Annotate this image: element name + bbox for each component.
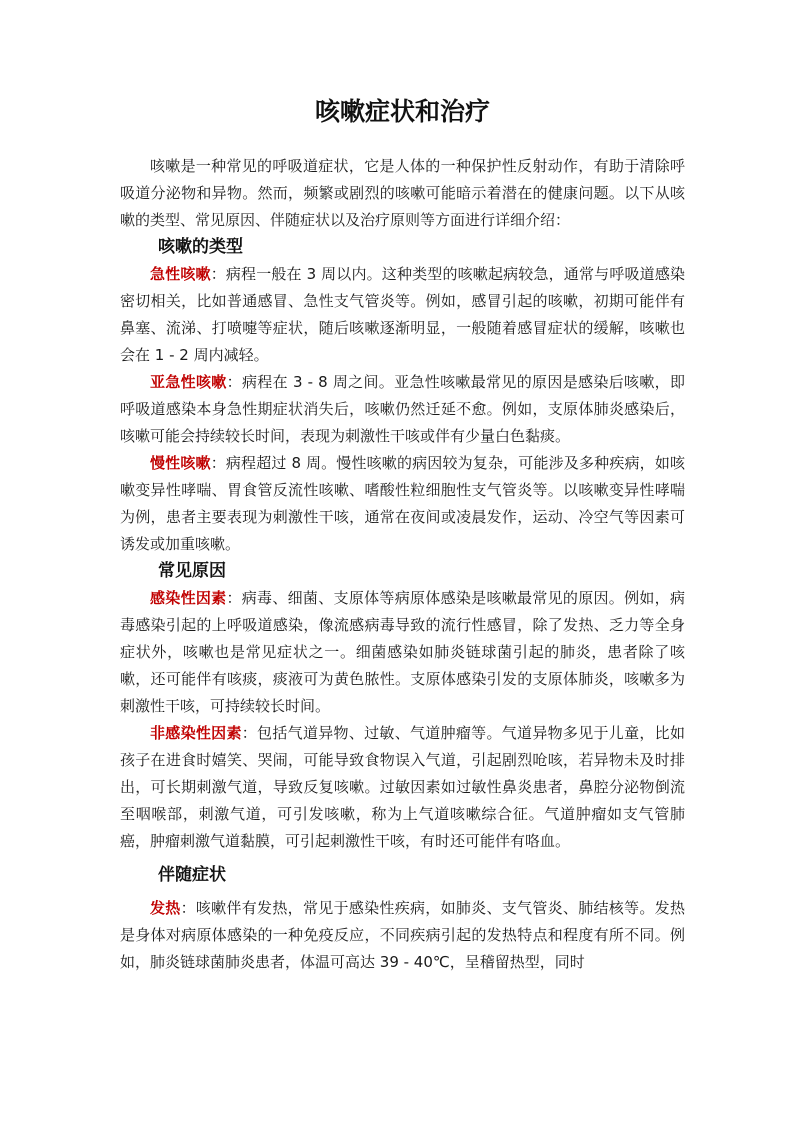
paragraph-chronic-cough (120, 450, 685, 558)
section-heading-cough-types: 咳嗽的类型 (158, 237, 243, 257)
text-subacute-cough: ：病程在 3 - 8 周之间。亚急性咳嗽最常见的原因是感染后咳嗽，即呼吸道感染本身急性期症状消失后，咳嗽仍然迁延不愈。例如，支原体肺炎感染后，咳嗽可能会持续较长时间，表现为刺激性干咳或伴有少量白色黏痰。 (120, 373, 685, 445)
paragraph-subacute-cough (120, 369, 685, 450)
paragraph-fever (120, 895, 685, 976)
term-chronic-cough: 慢性咳嗽 (150, 454, 211, 472)
text-noninfectious-factors: ：包括气道异物、过敏、气道肿瘤等。气道异物多见于儿童，比如孩子在进食时嬉笑、哭闹，可能导致食物误入气道，引起剧烈呛咳，若异物未及时排出，可长期刺激气道，导致反复咳嗽。过敏因素如过敏性鼻炎患者，鼻腔分泌物倒流至咽喉部，刺激气道，可引发咳嗽，称为上气道咳嗽综合征。气道肿瘤如支气管肺癌，肿瘤刺激气道黏膜，可引起刺激性干咳，有时还可能伴有咯血。 (120, 724, 685, 850)
section-heading-common-causes: 常见原因 (158, 561, 226, 581)
term-infectious-factors: 感染性因素 (150, 589, 227, 607)
paragraph-acute-cough (120, 261, 685, 369)
text-fever: ：咳嗽伴有发热，常见于感染性疾病，如肺炎、支气管炎、肺结核等。发热是身体对病原体感染的一种免疫反应，不同疾病引起的发热特点和程度有所不同。例如，肺炎链球菌肺炎患者，体温可高达 39 - 40℃，呈稽留热型，同时 (120, 899, 685, 971)
page-title: 咳嗽症状和治疗 (314, 97, 490, 126)
term-fever: 发热 (150, 899, 181, 917)
text-chronic-cough: ：病程超过 8 周。慢性咳嗽的病因较为复杂，可能涉及多种疾病，如咳嗽变异性哮喘、胃食管反流性咳嗽、嗜酸性粒细胞性支气管炎等。以咳嗽变异性哮喘为例，患者主要表现为刺激性干咳，通常在夜间或凌晨发作，运动、冷空气等因素可诱发或加重咳嗽。 (120, 454, 685, 553)
term-subacute-cough: 亚急性咳嗽 (150, 373, 227, 391)
term-noninfectious-factors: 非感染性因素 (150, 724, 242, 742)
document-body (120, 153, 685, 976)
paragraph-noninfectious-factors (120, 720, 685, 855)
text-infectious-factors: ：病毒、细菌、支原体等病原体感染是咳嗽最常见的原因。例如，病毒感染引起的上呼吸道感染，像流感病毒导致的流行性感冒，除了发热、乏力等全身症状外，咳嗽也是常见症状之一。细菌感染如肺炎链球菌引起的肺炎，患者除了咳嗽，还可能伴有咳痰，痰液可为黄色脓性。支原体感染引发的支原体肺炎，咳嗽多为刺激性干咳，可持续较长时间。 (120, 589, 685, 715)
text-acute-cough: ：病程一般在 3 周以内。这种类型的咳嗽起病较急，通常与呼吸道感染密切相关，比如普通感冒、急性支气管炎等。例如，感冒引起的咳嗽，初期可能伴有鼻塞、流涕、打喷嚏等症状，随后咳嗽逐渐明显，一般随着感冒症状的缓解，咳嗽也会在 1 - 2 周内减轻。 (120, 265, 685, 364)
term-acute-cough: 急性咳嗽 (150, 265, 211, 283)
intro-paragraph: 咳嗽是一种常见的呼吸道症状，它是人体的一种保护性反射动作，有助于清除呼吸道分泌物和异物。然而，频繁或剧烈的咳嗽可能暗示着潜在的健康问题。以下从咳嗽的类型、常见原因、伴随症状以及治疗原则等方面进行详细介绍： (120, 157, 685, 229)
section-heading-accompanying-symptoms: 伴随症状 (158, 865, 226, 885)
paragraph-infectious-factors (120, 585, 685, 720)
